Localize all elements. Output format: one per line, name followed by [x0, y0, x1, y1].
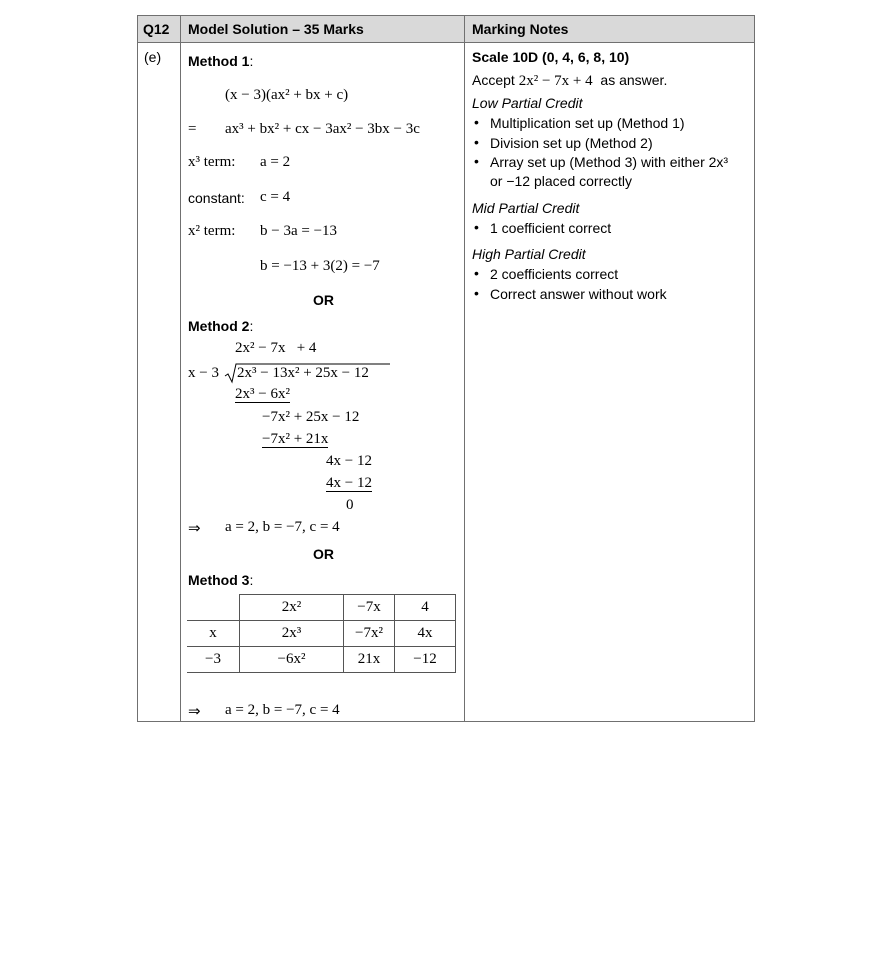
bullet-icon: •	[474, 153, 479, 169]
array-cell: 21x	[344, 647, 395, 673]
low-credit-item: Multiplication set up (Method 1)	[490, 115, 685, 131]
array-row-1	[187, 595, 456, 621]
method-3-title: Method 3	[188, 572, 250, 588]
solution-column-title: Model Solution – 35 Marks	[188, 21, 364, 37]
mid-credit-item: 1 coefficient correct	[490, 220, 612, 236]
bullet-icon: •	[474, 219, 479, 235]
division-step-1-text: 2x³ − 6x²	[235, 386, 290, 402]
array-row-2	[187, 621, 456, 647]
division-divisor: x − 3	[188, 365, 219, 381]
division-dividend: 2x³ − 13x² + 25x − 12	[237, 365, 369, 381]
method-3-heading	[188, 572, 253, 588]
b-value-equation: b = −13 + 3(2) = −7	[260, 258, 380, 274]
array-cell: 4x	[395, 621, 456, 647]
method-1-line-2: ax³ + bx² + cx − 3ax² − 3bx − 3c	[225, 121, 420, 137]
accept-expression: 2x² − 7x + 4	[518, 73, 593, 89]
low-credit-item: Array set up (Method 3) with either 2x³	[490, 154, 729, 170]
or-separator-2: OR	[313, 546, 334, 562]
x2-term-equation: b − 3a = −13	[260, 223, 338, 239]
mid-partial-credit-title: Mid Partial Credit	[472, 200, 580, 216]
column-divider-2	[464, 15, 465, 722]
high-credit-item: 2 coefficients correct	[490, 266, 619, 282]
or-separator-1: OR	[313, 292, 334, 308]
array-cell: −3	[187, 647, 240, 673]
implies-arrow-1: ⇒	[188, 521, 201, 537]
method-3-colon: :	[249, 572, 254, 588]
scale-label: Scale 10D (0, 4, 6, 8, 10)	[472, 49, 630, 65]
array-cell: 2x³	[240, 621, 344, 647]
accept-answer-text	[472, 72, 667, 90]
array-cell: 2x²	[240, 595, 344, 621]
low-credit-item-continuation: or −12 placed correctly	[490, 173, 633, 189]
high-credit-item: Correct answer without work	[490, 286, 667, 302]
array-cell: −12	[395, 647, 456, 673]
array-cell	[187, 595, 240, 621]
division-step-5-text: 4x − 12	[326, 475, 372, 491]
method-1-line-1: (x − 3)(ax² + bx + c)	[225, 87, 349, 103]
method-3-array	[187, 594, 456, 673]
division-step-3	[262, 431, 328, 448]
notes-column-title: Marking Notes	[472, 21, 569, 37]
array-cell: −7x²	[344, 621, 395, 647]
division-step-3-text: −7x² + 21x	[262, 431, 329, 447]
array-cell: −6x²	[240, 647, 344, 673]
method-1-equals: =	[188, 121, 197, 137]
method-2-colon: :	[249, 318, 254, 334]
bullet-icon: •	[474, 265, 479, 281]
accept-prefix: Accept	[472, 72, 519, 88]
array-cell: x	[187, 621, 240, 647]
x2-term-label: x² term:	[188, 223, 236, 239]
method-1-title: Method 1	[188, 53, 250, 69]
division-step-5	[326, 475, 372, 492]
low-credit-item: Division set up (Method 2)	[490, 135, 653, 151]
low-partial-credit-title: Low Partial Credit	[472, 95, 583, 111]
constant-equation: c = 4	[260, 189, 291, 205]
array-row-3	[187, 647, 456, 673]
x3-term-equation: a = 2	[260, 154, 291, 170]
division-remainder: 0	[346, 497, 354, 513]
column-divider-1	[180, 15, 181, 722]
bullet-icon: •	[474, 285, 479, 301]
division-step-1	[235, 386, 290, 403]
implies-arrow-2: ⇒	[188, 704, 201, 720]
method-1-colon: :	[249, 53, 254, 69]
high-partial-credit-title: High Partial Credit	[472, 246, 586, 262]
division-quotient: 2x² − 7x + 4	[235, 340, 317, 356]
array-cell: −7x	[344, 595, 395, 621]
method-2-title: Method 2	[188, 318, 250, 334]
part-label: (e)	[144, 49, 162, 65]
question-number: Q12	[143, 21, 170, 37]
array-cell: 4	[395, 595, 456, 621]
constant-label: constant:	[188, 190, 245, 206]
division-step-2: −7x² + 25x − 12	[262, 409, 360, 425]
method-1-heading	[188, 53, 253, 69]
method-3-result: a = 2, b = −7, c = 4	[225, 702, 340, 718]
x3-term-label: x³ term:	[188, 154, 236, 170]
bullet-icon: •	[474, 134, 479, 150]
division-step-4: 4x − 12	[326, 453, 372, 469]
accept-suffix: as answer.	[592, 72, 668, 88]
method-2-heading	[188, 318, 253, 334]
bullet-icon: •	[474, 114, 479, 130]
method-2-result: a = 2, b = −7, c = 4	[225, 519, 340, 535]
